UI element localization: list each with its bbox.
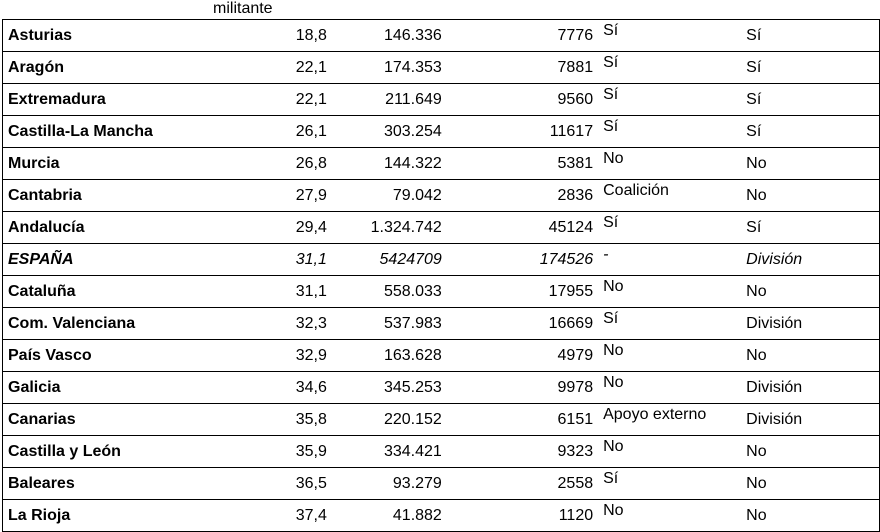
- table-row: [3, 404, 880, 436]
- votes-cell: 146.336: [332, 20, 447, 52]
- government-cell: No: [598, 148, 741, 180]
- percent-cell: 22,1: [236, 84, 332, 116]
- government-cell: Coalición: [598, 180, 741, 212]
- percent-cell: 32,3: [236, 308, 332, 340]
- region-cell: Andalucía: [3, 212, 236, 244]
- position-cell: Sí: [741, 84, 879, 116]
- government-cell: Sí: [598, 52, 741, 84]
- government-cell: No: [598, 276, 741, 308]
- position-cell: Sí: [741, 116, 879, 148]
- percent-cell: 36,5: [236, 468, 332, 500]
- votes-cell: 93.279: [332, 468, 447, 500]
- percent-cell: 18,8: [236, 20, 332, 52]
- percent-cell: 27,9: [236, 180, 332, 212]
- members-cell: 7776: [447, 20, 598, 52]
- members-cell: 4979: [447, 340, 598, 372]
- percent-cell: 31,1: [236, 276, 332, 308]
- votes-cell: 163.628: [332, 340, 447, 372]
- votes-cell: 558.033: [332, 276, 447, 308]
- members-cell: 1120: [447, 500, 598, 532]
- members-cell: 2558: [447, 468, 598, 500]
- votes-cell: 537.983: [332, 308, 447, 340]
- members-cell: 5381: [447, 148, 598, 180]
- votes-cell: 1.324.742: [332, 212, 447, 244]
- percent-cell: 35,9: [236, 436, 332, 468]
- government-cell: -: [598, 244, 741, 276]
- region-cell: País Vasco: [3, 340, 236, 372]
- region-cell: Cataluña: [3, 276, 236, 308]
- position-cell: No: [741, 276, 879, 308]
- table-body: [3, 20, 880, 532]
- position-cell: No: [741, 340, 879, 372]
- position-cell: Sí: [741, 52, 879, 84]
- table-row: [3, 212, 880, 244]
- position-cell: División: [741, 308, 879, 340]
- table-row: [3, 180, 880, 212]
- government-cell: No: [598, 500, 741, 532]
- votes-cell: 303.254: [332, 116, 447, 148]
- region-cell: Castilla-La Mancha: [3, 116, 236, 148]
- members-cell: 17955: [447, 276, 598, 308]
- government-cell: Sí: [598, 212, 741, 244]
- table-row: [3, 20, 880, 52]
- region-cell: Baleares: [3, 468, 236, 500]
- members-cell: 7881: [447, 52, 598, 84]
- votes-cell: 144.322: [332, 148, 447, 180]
- members-cell: 45124: [447, 212, 598, 244]
- position-cell: No: [741, 468, 879, 500]
- table-row: [3, 500, 880, 532]
- members-cell: 2836: [447, 180, 598, 212]
- percent-cell: 26,1: [236, 116, 332, 148]
- region-cell: Extremadura: [3, 84, 236, 116]
- votes-cell: 220.152: [332, 404, 447, 436]
- position-cell: No: [741, 180, 879, 212]
- table-row: [3, 116, 880, 148]
- government-cell: Sí: [598, 468, 741, 500]
- position-cell: División: [741, 404, 879, 436]
- votes-cell: 174.353: [332, 52, 447, 84]
- votes-cell: 5424709: [332, 244, 447, 276]
- table-row: [3, 148, 880, 180]
- government-cell: No: [598, 372, 741, 404]
- region-cell: Murcia: [3, 148, 236, 180]
- members-cell: 16669: [447, 308, 598, 340]
- votes-cell: 41.882: [332, 500, 447, 532]
- members-cell: 9560: [447, 84, 598, 116]
- percent-cell: 29,4: [236, 212, 332, 244]
- percent-cell: 31,1: [236, 244, 332, 276]
- table-row: [3, 276, 880, 308]
- members-cell: 11617: [447, 116, 598, 148]
- table-row: [3, 308, 880, 340]
- votes-cell: 334.421: [332, 436, 447, 468]
- position-cell: Sí: [741, 20, 879, 52]
- government-cell: Sí: [598, 308, 741, 340]
- government-cell: Apoyo externo: [598, 404, 741, 436]
- percent-cell: 35,8: [236, 404, 332, 436]
- position-cell: No: [741, 436, 879, 468]
- region-cell: La Rioja: [3, 500, 236, 532]
- position-cell: Sí: [741, 212, 879, 244]
- position-cell: División: [741, 244, 879, 276]
- table-row: [3, 372, 880, 404]
- percent-cell: 37,4: [236, 500, 332, 532]
- members-cell: 9978: [447, 372, 598, 404]
- votes-cell: 79.042: [332, 180, 447, 212]
- members-cell: 6151: [447, 404, 598, 436]
- position-cell: No: [741, 148, 879, 180]
- region-cell: Galicia: [3, 372, 236, 404]
- region-cell: Aragón: [3, 52, 236, 84]
- table-row: [3, 52, 880, 84]
- region-cell: Asturias: [3, 20, 236, 52]
- region-cell: Cantabria: [3, 180, 236, 212]
- region-cell: ESPAÑA: [3, 244, 236, 276]
- results-table: [2, 19, 880, 532]
- government-cell: Sí: [598, 84, 741, 116]
- percent-cell: 34,6: [236, 372, 332, 404]
- votes-cell: 345.253: [332, 372, 447, 404]
- table-row: [3, 244, 880, 276]
- government-cell: No: [598, 436, 741, 468]
- position-cell: No: [741, 500, 879, 532]
- government-cell: Sí: [598, 20, 741, 52]
- percent-cell: 26,8: [236, 148, 332, 180]
- government-cell: No: [598, 340, 741, 372]
- region-cell: Com. Valenciana: [3, 308, 236, 340]
- members-cell: 174526: [447, 244, 598, 276]
- region-cell: Castilla y León: [3, 436, 236, 468]
- table-row: [3, 340, 880, 372]
- percent-cell: 22,1: [236, 52, 332, 84]
- votes-cell: 211.649: [332, 84, 447, 116]
- government-cell: Sí: [598, 116, 741, 148]
- region-cell: Canarias: [3, 404, 236, 436]
- table-row: [3, 436, 880, 468]
- members-cell: 9323: [447, 436, 598, 468]
- table-row: [3, 84, 880, 116]
- percent-cell: 32,9: [236, 340, 332, 372]
- position-cell: División: [741, 372, 879, 404]
- column-header-fragment: militante: [213, 0, 273, 17]
